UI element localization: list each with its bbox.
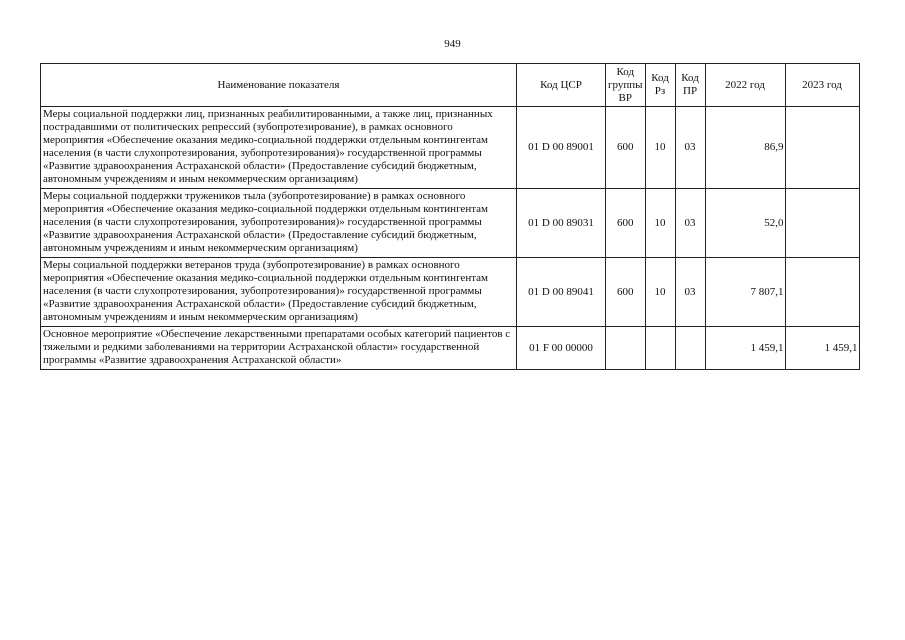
cell-csr: 01 D 00 89041 (517, 258, 606, 327)
header-2023: 2023 год (785, 64, 859, 107)
cell-name: Основное мероприятие «Обеспечение лекарственными препаратами особых категорий пациентов с тяжелыми и редкими заболеваниями на территории Астраханской области» государственной программы «Развитие здравоохранения Астраханской области» (41, 327, 517, 370)
cell-csr: 01 D 00 89031 (517, 189, 606, 258)
cell-csr: 01 F 00 00000 (517, 327, 606, 370)
cell-name: Меры социальной поддержки лиц, признанных реабилитированными, а также лиц, признанных пострадавшими от политических репрессий (зубопротезирование), в рамках основного мероприятия «Обеспечение оказания медико-социальной поддержки отдельным контингентам населения (в части слухопротезирования, зубопротезирования)» государственной программы «Развитие здравоохранения Астраханской области» (Предоставление субсидий бюджетным, автономным учреждениям и иным некоммерческим организациям) (41, 107, 517, 189)
table-row (41, 327, 860, 370)
table-header-row (41, 64, 860, 107)
cell-pr: 03 (675, 189, 705, 258)
cell-2022: 86,9 (705, 107, 785, 189)
page-number: 949 (444, 38, 461, 50)
cell-pr (675, 327, 705, 370)
cell-name: Меры социальной поддержки тружеников тыла (зубопротезирование) в рамках основного мероприятия «Обеспечение оказания медико-социальной поддержки отдельным контингентам населения (в части слухопротезирования, зубопротезирования)» государственной программы «Развитие здравоохранения Астраханской области» (Предоставление субсидий бюджетным, автономным учреждениям и иным некоммерческим организациям) (41, 189, 517, 258)
cell-name: Меры социальной поддержки ветеранов труда (зубопротезирование) в рамках основного мероприятия «Обеспечение оказания медико-социальной поддержки отдельным контингентам населения (в части слухопротезирования, зубопротезирования)» государственной программы «Развитие здравоохранения Астраханской области» (Предоставление субсидий бюджетным, автономным учреждениям и иным некоммерческим организациям) (41, 258, 517, 327)
cell-csr: 01 D 00 89001 (517, 107, 606, 189)
cell-vr: 600 (606, 258, 646, 327)
cell-2022: 1 459,1 (705, 327, 785, 370)
header-2022: 2022 год (705, 64, 785, 107)
cell-2023: 1 459,1 (785, 327, 859, 370)
cell-rz: 10 (645, 258, 675, 327)
table-row (41, 107, 860, 189)
cell-2022: 52,0 (705, 189, 785, 258)
cell-2023 (785, 189, 859, 258)
cell-pr: 03 (675, 107, 705, 189)
cell-rz (645, 327, 675, 370)
header-pr: Код ПР (675, 64, 705, 107)
cell-vr: 600 (606, 189, 646, 258)
cell-2023 (785, 107, 859, 189)
cell-rz: 10 (645, 189, 675, 258)
table-row (41, 258, 860, 327)
cell-vr (606, 327, 646, 370)
header-name: Наименование показателя (41, 64, 517, 107)
cell-pr: 03 (675, 258, 705, 327)
table-row (41, 189, 860, 258)
cell-vr: 600 (606, 107, 646, 189)
cell-rz: 10 (645, 107, 675, 189)
header-rz: Код Рз (645, 64, 675, 107)
budget-table (40, 63, 860, 370)
header-csr: Код ЦСР (517, 64, 606, 107)
cell-2023 (785, 258, 859, 327)
cell-2022: 7 807,1 (705, 258, 785, 327)
header-vr: Код группы ВР (606, 64, 646, 107)
